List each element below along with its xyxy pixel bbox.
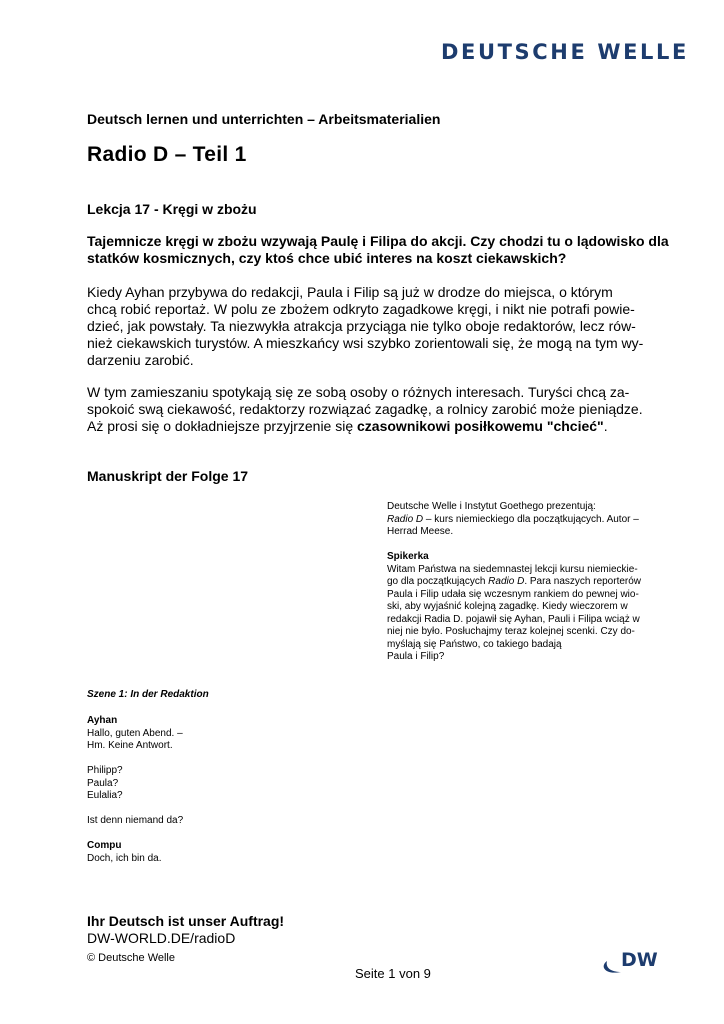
intro-text: – kurs niemieckiego dla początkujących. Autor – [423, 513, 639, 525]
speech-line: Doch, ich bin da. [87, 852, 162, 864]
intro-line: Deutsche Welle i Instytut Goethego prezentują: [387, 501, 596, 512]
speech-line: myślają się Państwo, co takiego badają [387, 638, 562, 650]
speech-line: niej nie było. Posłuchajmy teraz kolejnej scenki. Czy do- [387, 626, 635, 637]
intro-line: Herrad Meese. [387, 526, 454, 537]
speech-line: Paula? [87, 777, 119, 789]
speech-text: . Para naszych reporterów [524, 576, 642, 587]
paragraph-text: Aż prosi się o dokładniejsze przyjrzenie się [87, 418, 358, 434]
paragraph-2 [87, 384, 677, 435]
dw-logo-swoosh [604, 961, 621, 973]
radio-d-italic: Radio D [387, 513, 424, 525]
speech-line: redakcji Radia D. pojawił się Ayhan, Pauli i Filipa wciąż w [387, 613, 640, 625]
footer-slogan: Ihr Deutsch ist unser Auftrag! [87, 913, 285, 929]
speech-line: Philipp? [87, 765, 123, 776]
speech-line: Witam Państwa na siedemnastej lekcji kursu niemieckie- [387, 563, 638, 575]
ayhan-questions [87, 765, 123, 803]
speech-line: Hm. Keine Antwort. [87, 740, 173, 751]
speaker-name: Compu [87, 840, 122, 851]
speech-line: Paula i Filip udała się wczesnym rankiem do pewnej wio- [387, 588, 639, 600]
paragraph-line: dzieć, jak powstały. Ta niezwykła atrakcja przyciąga nie tylko oboje redaktorów, lecz rów- [87, 318, 636, 334]
speech-line: Hallo, guten Abend. – [87, 727, 183, 739]
copyright-notice: © Deutsche Welle [87, 952, 175, 964]
lead-paragraph: Tajemnicze kręgi w zbożu wzywają Paulę i Filipa do akcji. Czy chodzi tu o lądowisko dla statków kosmicznych, czy ktoś chce ubić interes na koszt ciekawskich? [87, 233, 669, 266]
manuscript-heading: Manuskript der Folge 17 [87, 468, 249, 484]
speech-line: ski, aby wyjaśnić kolejną zagadkę. Kiedy wieczorem w [387, 601, 628, 612]
paragraph-line: darzeniu zarobić. [87, 352, 194, 368]
compu-block [87, 840, 162, 865]
speaker-name: Ayhan [87, 715, 118, 726]
spikerka-block [387, 551, 677, 664]
brand-wordmark: DEUTSCHE WELLE [441, 40, 689, 64]
footer-url: DW-WORLD.DE/radioD [87, 930, 236, 946]
intro-line [387, 514, 677, 527]
lesson-title: Lekcja 17 - Kręgi w zbożu [87, 201, 257, 217]
speech-line: Paula i Filip? [387, 651, 445, 662]
paragraph-line [87, 418, 677, 435]
dw-logo-text: DW [621, 949, 658, 971]
speech-line [387, 576, 677, 589]
speech-line: Ist denn niemand da? [87, 815, 184, 826]
paragraph-text: . [603, 418, 608, 434]
speech-text: go dla początkujących [387, 576, 489, 587]
intro-block [387, 501, 677, 539]
paragraph-line: W tym zamieszaniu spotykają się ze sobą osoby o różnych interesach. Turyści chcą za- [87, 384, 630, 400]
page-title: Radio D – Teil 1 [87, 143, 247, 166]
speaker-name: Spikerka [387, 551, 429, 562]
series-title: Deutsch lernen und unterrichten – Arbeitsmaterialien [87, 111, 441, 127]
paragraph-line: chcą robić reportaż. W polu ze zbożem odkryto zagadkowe kręgi, i nikt nie potrafi powie- [87, 301, 635, 317]
page-number: Seite 1 von 9 [355, 966, 431, 981]
grammar-highlight: czasownikowi posiłkowemu "chcieć" [357, 418, 604, 434]
dw-logo-icon [597, 946, 675, 974]
paragraph-line: Kiedy Ayhan przybywa do redakcji, Paula i Filip są już w drodze do miejsca, o którym [87, 284, 613, 300]
radio-d-italic: Radio D [488, 576, 525, 587]
scene-heading: Szene 1: In der Redaktion [87, 689, 209, 700]
speech-line: Eulalia? [87, 790, 123, 801]
paragraph-line: nież ciekawskich turystów. A mieszkańcy wsi szybko zorientowali się, że mogą na tym wy- [87, 335, 644, 351]
paragraph-line: spokoić swą ciekawość, redaktorzy rozwiązać zagadkę, a rolnicy zarobić może pieniądze. [87, 401, 643, 417]
ayhan-block [87, 715, 183, 753]
paragraph-1 [87, 284, 677, 369]
